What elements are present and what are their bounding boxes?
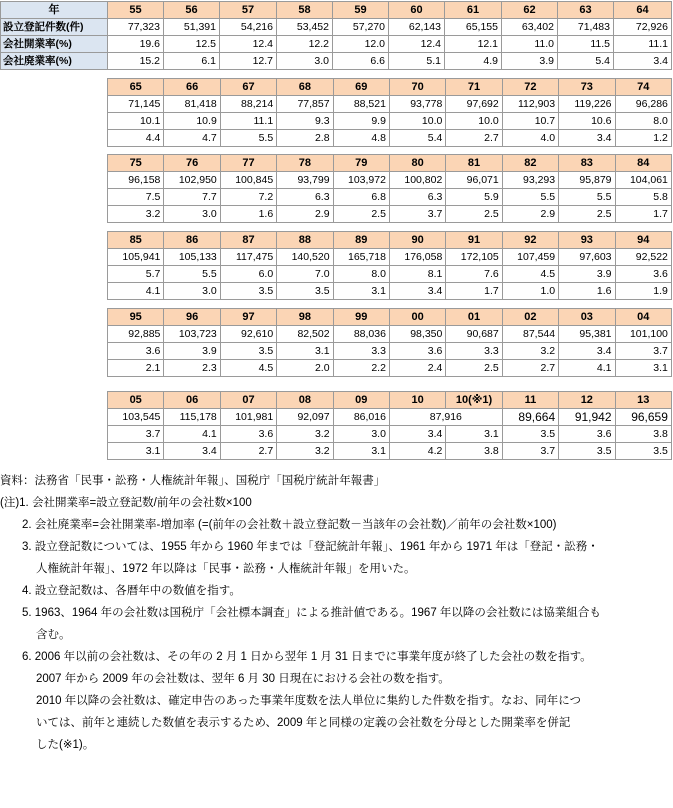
- value-cell: 4.5: [502, 266, 558, 283]
- opening-rate-row: [108, 343, 672, 360]
- value-cell: 57,270: [333, 19, 389, 36]
- value-cell: 87,544: [502, 326, 558, 343]
- value-cell: 10.7: [502, 113, 558, 130]
- value-cell: 2.5: [559, 206, 615, 223]
- year-cell: 09: [333, 392, 389, 409]
- value-cell: 96,286: [615, 96, 671, 113]
- value-cell: 4.5: [220, 360, 276, 377]
- year-cell: 65: [108, 79, 164, 96]
- value-cell: 5.1: [389, 53, 445, 70]
- value-cell: 3.4: [389, 426, 445, 443]
- value-cell: 2.2: [333, 360, 389, 377]
- value-cell: 1.7: [446, 283, 502, 300]
- value-cell: 115,178: [164, 409, 220, 426]
- value-cell: 3.0: [164, 283, 220, 300]
- opening-rate-row: [108, 189, 672, 206]
- year-cell: 04: [615, 309, 671, 326]
- value-cell: 6.0: [220, 266, 276, 283]
- value-cell: 5.5: [220, 130, 276, 147]
- note-4: 4. 設立登記数は、各暦年中の数値を指す。: [22, 585, 241, 597]
- year-cell: 57: [220, 2, 277, 19]
- year-cell: 83: [559, 155, 615, 172]
- year-cell: 79: [333, 155, 389, 172]
- value-cell: 5.5: [559, 189, 615, 206]
- year-cell: 85: [108, 232, 164, 249]
- value-cell: 5.7: [108, 266, 164, 283]
- closure-rate-row: [108, 443, 672, 460]
- value-cell: 3.1: [108, 443, 164, 460]
- value-cell: 3.2: [108, 206, 164, 223]
- source-note: 資料：法務省「民事・訟務・人権統計年報」、国税庁「国税庁統計年報書」: [0, 475, 386, 487]
- value-cell: 4.1: [108, 283, 164, 300]
- value-cell: 63,402: [502, 19, 558, 36]
- value-cell: 105,941: [108, 249, 164, 266]
- value-cell: 112,903: [502, 96, 558, 113]
- year-cell: 78: [277, 155, 333, 172]
- value-cell: 5.4: [389, 130, 445, 147]
- value-cell: 12.0: [333, 36, 389, 53]
- value-cell: 2.7: [502, 360, 558, 377]
- value-cell: 6.1: [164, 53, 220, 70]
- value-cell: 93,293: [502, 172, 558, 189]
- registrations-row: [108, 249, 672, 266]
- value-cell: 107,459: [502, 249, 558, 266]
- value-cell: 3.9: [164, 343, 220, 360]
- value-cell: 4.1: [559, 360, 615, 377]
- value-cell: 11.1: [614, 36, 672, 53]
- value-cell: 62,143: [389, 19, 445, 36]
- value-cell: 6.6: [333, 53, 389, 70]
- value-cell: 3.4: [559, 130, 615, 147]
- value-cell: 3.9: [502, 53, 558, 70]
- value-cell: 2.1: [108, 360, 164, 377]
- year-cell: 68: [277, 79, 333, 96]
- value-cell: 3.3: [446, 343, 502, 360]
- value-cell: 5.8: [615, 189, 671, 206]
- note-6-line-4: いては、前年と連続した数値を表示するため、2009 年と同様の定義の会社数を分母とした開業率を併記: [36, 717, 571, 729]
- year-cell: 63: [558, 2, 614, 19]
- value-cell: 6.3: [389, 189, 445, 206]
- value-cell: 88,214: [220, 96, 276, 113]
- value-cell: 77,857: [277, 96, 333, 113]
- value-cell: 15.2: [108, 53, 164, 70]
- year-cell: 08: [277, 392, 333, 409]
- year-cell: 61: [445, 2, 502, 19]
- value-cell: 77,323: [108, 19, 164, 36]
- value-cell: 2.7: [446, 130, 502, 147]
- year-cell: 82: [502, 155, 558, 172]
- year-cell: 81: [446, 155, 502, 172]
- value-cell: 10.6: [559, 113, 615, 130]
- value-cell: 1.7: [615, 206, 671, 223]
- value-cell: 7.5: [108, 189, 164, 206]
- year-cell: 87: [220, 232, 276, 249]
- value-cell: 7.7: [164, 189, 220, 206]
- value-cell: 3.5: [220, 343, 276, 360]
- note-5: 5. 1963、1964 年の会社数は国税庁「会社標本調査」による推計値である。1967 年以降の会社数には協業組合も: [22, 607, 601, 619]
- year-cell: 95: [108, 309, 164, 326]
- value-cell: 5.5: [164, 266, 220, 283]
- data-table-block-5: [107, 308, 672, 377]
- year-cell: 98: [277, 309, 333, 326]
- value-cell: 53,452: [277, 19, 333, 36]
- row-label-closure-rate: 会社廃業率(%): [1, 53, 108, 70]
- value-cell: 82,502: [277, 326, 333, 343]
- year-cell: 77: [220, 155, 276, 172]
- year-cell: 56: [164, 2, 220, 19]
- value-cell: 71,483: [558, 19, 614, 36]
- year-cell: 07: [220, 392, 276, 409]
- row-label-registrations: 設立登記件数(件): [1, 19, 108, 36]
- year-cell: 64: [614, 2, 672, 19]
- value-cell: 3.1: [615, 360, 671, 377]
- shared-value-cell: 87,916: [389, 409, 502, 426]
- year-cell: 88: [277, 232, 333, 249]
- value-cell: 2.5: [333, 206, 389, 223]
- value-cell: 7.6: [446, 266, 502, 283]
- opening-rate-row: [108, 113, 672, 130]
- year-cell: 99: [333, 309, 389, 326]
- value-cell: 3.2: [502, 343, 558, 360]
- value-cell: 10.0: [389, 113, 445, 130]
- opening-rate-row: [108, 426, 672, 443]
- value-cell: 88,036: [333, 326, 389, 343]
- value-cell: 7.2: [220, 189, 276, 206]
- value-cell: 3.1: [446, 426, 502, 443]
- value-cell: 93,778: [389, 96, 445, 113]
- value-cell: 95,879: [559, 172, 615, 189]
- value-cell: 72,926: [614, 19, 672, 36]
- value-cell: 3.0: [164, 206, 220, 223]
- value-cell: 92,885: [108, 326, 164, 343]
- value-cell: 101,981: [220, 409, 276, 426]
- year-cell: 89: [333, 232, 389, 249]
- value-cell: 95,381: [559, 326, 615, 343]
- value-cell: 96,659: [615, 409, 671, 426]
- value-cell: 65,155: [445, 19, 502, 36]
- value-cell: 100,802: [389, 172, 445, 189]
- value-cell: 2.9: [502, 206, 558, 223]
- value-cell: 3.7: [502, 443, 558, 460]
- value-cell: 6.8: [333, 189, 389, 206]
- year-cell: 70: [389, 79, 445, 96]
- value-cell: 88,521: [333, 96, 389, 113]
- value-cell: 9.9: [333, 113, 389, 130]
- value-cell: 92,097: [277, 409, 333, 426]
- value-cell: 3.6: [220, 426, 276, 443]
- value-cell: 176,058: [389, 249, 445, 266]
- value-cell: 12.2: [277, 36, 333, 53]
- registrations-row: [108, 172, 672, 189]
- value-cell: 3.5: [615, 443, 671, 460]
- note-2: 2. 会社廃業率=会社開業率-増加率 (=(前年の会社数＋設立登記数－当該年の会社数)／前年の会社数×100): [22, 519, 557, 531]
- value-cell: 3.1: [333, 443, 389, 460]
- value-cell: 103,545: [108, 409, 164, 426]
- value-cell: 86,016: [333, 409, 389, 426]
- value-cell: 3.7: [389, 206, 445, 223]
- value-cell: 5.4: [558, 53, 614, 70]
- value-cell: 3.8: [446, 443, 502, 460]
- year-cell: 69: [333, 79, 389, 96]
- year-cell: 10: [389, 392, 445, 409]
- year-cell: 06: [164, 392, 220, 409]
- value-cell: 8.1: [389, 266, 445, 283]
- value-cell: 3.5: [220, 283, 276, 300]
- registrations-row: [108, 326, 672, 343]
- value-cell: 3.0: [333, 426, 389, 443]
- value-cell: 91,942: [559, 409, 615, 426]
- value-cell: 12.1: [445, 36, 502, 53]
- value-cell: 2.5: [446, 206, 502, 223]
- value-cell: 3.6: [108, 343, 164, 360]
- year-cell: 86: [164, 232, 220, 249]
- year-cell: 97: [220, 309, 276, 326]
- year-row: [1, 2, 672, 19]
- year-cell: 12: [559, 392, 615, 409]
- value-cell: 11.1: [220, 113, 276, 130]
- year-row: [108, 79, 672, 96]
- opening-rate-row: [108, 266, 672, 283]
- value-cell: 71,145: [108, 96, 164, 113]
- year-cell: 93: [559, 232, 615, 249]
- value-cell: 96,071: [446, 172, 502, 189]
- value-cell: 89,664: [502, 409, 558, 426]
- value-cell: 4.2: [389, 443, 445, 460]
- closure-rate-row: [108, 206, 672, 223]
- registrations-row: [108, 96, 672, 113]
- year-cell: 84: [615, 155, 671, 172]
- year-cell: 01: [446, 309, 502, 326]
- value-cell: 12.7: [220, 53, 277, 70]
- value-cell: 3.6: [559, 426, 615, 443]
- registrations-row: [1, 19, 672, 36]
- year-cell: 02: [502, 309, 558, 326]
- data-table-block-1: [0, 1, 672, 70]
- data-table-block-3: [107, 154, 672, 223]
- data-table-block-4: [107, 231, 672, 300]
- year-cell: 71: [446, 79, 502, 96]
- value-cell: 97,603: [559, 249, 615, 266]
- note-6: 6. 2006 年以前の会社数は、その年の 2 月 1 日から翌年 1 月 31 日までに事業年度が終了した会社の数を指す。: [22, 651, 592, 663]
- value-cell: 4.8: [333, 130, 389, 147]
- value-cell: 119,226: [559, 96, 615, 113]
- year-cell: 92: [502, 232, 558, 249]
- value-cell: 140,520: [277, 249, 333, 266]
- year-cell: 74: [615, 79, 671, 96]
- value-cell: 8.0: [333, 266, 389, 283]
- value-cell: 3.1: [333, 283, 389, 300]
- value-cell: 3.5: [277, 283, 333, 300]
- value-cell: 1.6: [220, 206, 276, 223]
- value-cell: 3.2: [277, 443, 333, 460]
- notes-section: [0, 470, 673, 756]
- value-cell: 3.4: [164, 443, 220, 460]
- year-cell: 10(※1): [446, 392, 502, 409]
- note-1: (注)1. 会社開業率=設立登記数/前年の会社数×100: [0, 497, 252, 509]
- year-row: [108, 155, 672, 172]
- value-cell: 98,350: [389, 326, 445, 343]
- value-cell: 96,158: [108, 172, 164, 189]
- note-6-line-5: した(※1)。: [36, 739, 95, 751]
- value-cell: 2.7: [220, 443, 276, 460]
- value-cell: 10.9: [164, 113, 220, 130]
- value-cell: 102,950: [164, 172, 220, 189]
- note-6-line-2: 2007 年から 2009 年の会社数は、翌年 6 月 30 日現在における会社の数を指す。: [36, 673, 450, 685]
- year-cell: 90: [389, 232, 445, 249]
- value-cell: 12.4: [389, 36, 445, 53]
- note-6-line-3: 2010 年以降の会社数は、確定申告のあった事業年度数を法人単位に集約した件数を指す。なお、同年につ: [36, 695, 582, 707]
- value-cell: 7.0: [277, 266, 333, 283]
- value-cell: 100,845: [220, 172, 276, 189]
- value-cell: 2.3: [164, 360, 220, 377]
- data-table-block-6: [107, 391, 672, 460]
- value-cell: 3.5: [502, 426, 558, 443]
- value-cell: 103,723: [164, 326, 220, 343]
- value-cell: 81,418: [164, 96, 220, 113]
- value-cell: 9.3: [277, 113, 333, 130]
- value-cell: 4.4: [108, 130, 164, 147]
- value-cell: 103,972: [333, 172, 389, 189]
- year-cell: 66: [164, 79, 220, 96]
- value-cell: 1.0: [502, 283, 558, 300]
- year-cell: 80: [389, 155, 445, 172]
- year-cell: 96: [164, 309, 220, 326]
- value-cell: 8.0: [615, 113, 671, 130]
- value-cell: 54,216: [220, 19, 277, 36]
- value-cell: 3.7: [108, 426, 164, 443]
- value-cell: 11.0: [502, 36, 558, 53]
- year-cell: 05: [108, 392, 164, 409]
- year-cell: 60: [389, 2, 445, 19]
- year-cell: 67: [220, 79, 276, 96]
- value-cell: 2.5: [446, 360, 502, 377]
- value-cell: 11.5: [558, 36, 614, 53]
- value-cell: 4.0: [502, 130, 558, 147]
- value-cell: 3.6: [389, 343, 445, 360]
- year-cell: 76: [164, 155, 220, 172]
- year-cell: 72: [502, 79, 558, 96]
- value-cell: 3.4: [614, 53, 672, 70]
- year-cell: 58: [277, 2, 333, 19]
- value-cell: 117,475: [220, 249, 276, 266]
- value-cell: 165,718: [333, 249, 389, 266]
- value-cell: 5.9: [446, 189, 502, 206]
- year-row: [108, 392, 672, 409]
- data-table-block-2: [107, 78, 672, 147]
- year-cell: 13: [615, 392, 671, 409]
- row-label-opening-rate: 会社開業率(%): [1, 36, 108, 53]
- value-cell: 2.4: [389, 360, 445, 377]
- closure-rate-row: [108, 360, 672, 377]
- closure-rate-row: [108, 283, 672, 300]
- value-cell: 3.3: [333, 343, 389, 360]
- year-cell: 91: [446, 232, 502, 249]
- opening-rate-row: [1, 36, 672, 53]
- year-cell: 94: [615, 232, 671, 249]
- value-cell: 3.6: [615, 266, 671, 283]
- value-cell: 172,105: [446, 249, 502, 266]
- value-cell: 6.3: [277, 189, 333, 206]
- closure-rate-row: [108, 130, 672, 147]
- year-cell: 73: [559, 79, 615, 96]
- year-row: [108, 232, 672, 249]
- note-3-cont: 人権統計年報」、1972 年以降は「民事・訟務・人権統計年報」を用いた。: [36, 563, 416, 575]
- year-cell: 03: [559, 309, 615, 326]
- value-cell: 101,100: [615, 326, 671, 343]
- value-cell: 51,391: [164, 19, 220, 36]
- year-cell: 75: [108, 155, 164, 172]
- year-cell: 55: [108, 2, 164, 19]
- value-cell: 4.7: [164, 130, 220, 147]
- value-cell: 104,061: [615, 172, 671, 189]
- value-cell: 5.5: [502, 189, 558, 206]
- value-cell: 2.0: [277, 360, 333, 377]
- value-cell: 92,610: [220, 326, 276, 343]
- year-cell: 59: [333, 2, 389, 19]
- year-row: [108, 309, 672, 326]
- value-cell: 1.2: [615, 130, 671, 147]
- value-cell: 3.8: [615, 426, 671, 443]
- year-cell: 00: [389, 309, 445, 326]
- year-cell: 11: [502, 392, 558, 409]
- year-cell: 62: [502, 2, 558, 19]
- value-cell: 3.0: [277, 53, 333, 70]
- value-cell: 10.0: [446, 113, 502, 130]
- value-cell: 90,687: [446, 326, 502, 343]
- value-cell: 12.5: [164, 36, 220, 53]
- value-cell: 4.1: [164, 426, 220, 443]
- closure-rate-row: [1, 53, 672, 70]
- value-cell: 3.7: [615, 343, 671, 360]
- value-cell: 1.9: [615, 283, 671, 300]
- value-cell: 3.2: [277, 426, 333, 443]
- value-cell: 2.9: [277, 206, 333, 223]
- value-cell: 3.1: [277, 343, 333, 360]
- value-cell: 2.8: [277, 130, 333, 147]
- value-cell: 3.5: [559, 443, 615, 460]
- value-cell: 19.6: [108, 36, 164, 53]
- value-cell: 97,692: [446, 96, 502, 113]
- value-cell: 105,133: [164, 249, 220, 266]
- value-cell: 12.4: [220, 36, 277, 53]
- note-3: 3. 設立登記数については、1955 年から 1960 年までは「登記統計年報」、1961 年から 1971 年は「登記・訟務・: [22, 541, 599, 553]
- value-cell: 93,799: [277, 172, 333, 189]
- value-cell: 10.1: [108, 113, 164, 130]
- value-cell: 3.9: [559, 266, 615, 283]
- value-cell: 1.6: [559, 283, 615, 300]
- value-cell: 3.4: [389, 283, 445, 300]
- value-cell: 3.4: [559, 343, 615, 360]
- registrations-row: [108, 409, 672, 426]
- value-cell: 4.9: [445, 53, 502, 70]
- year-header: 年: [1, 2, 108, 19]
- note-5-cont: 含む。: [36, 629, 71, 641]
- value-cell: 92,522: [615, 249, 671, 266]
